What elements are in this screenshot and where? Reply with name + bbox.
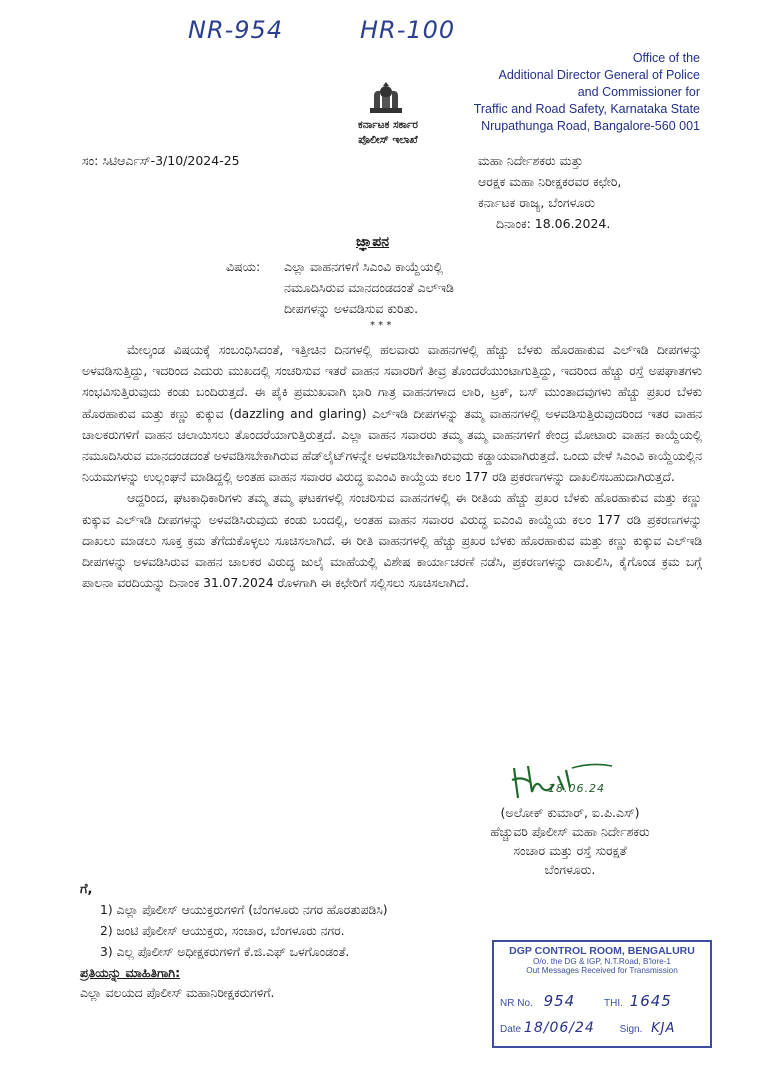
address-block <box>478 150 621 234</box>
stamp-sign-value: KJA <box>651 1021 676 1036</box>
recipient-item-2: 2) ಜಂಟಿ ಪೊಲೀಸ್ ಆಯುಕ್ತರು, ಸಂಚಾರ, ಬೆಂಗಳೂರು ನಗರ. <box>100 924 345 938</box>
stamp-line-1: DGP CONTROL ROOM, BENGALURU <box>509 945 695 957</box>
stamp-date-value: 18/06/24 <box>523 1020 595 1036</box>
memo-date <box>478 213 621 234</box>
recipient-item-1: 1) ಎಲ್ಲಾ ಪೊಲೀಸ್ ಆಯುಕ್ತರುಗಳಿಗೆ (ಬೆಂಗಳೂರು ನಗರ ಹೊರತುಪಡಿಸಿ) <box>100 903 388 917</box>
emblem-line-1: ಕರ್ನಾಟಕ ಸರ್ಕಾರ <box>358 119 418 131</box>
stamp-nr-row <box>500 992 672 1010</box>
address-line-3: ಕರ್ನಾಟಕ ರಾಜ್ಯ, ಬೆಂಗಳೂರು <box>478 195 596 210</box>
copy-to: ಎಲ್ಲಾ ವಲಯದ ಪೊಲೀಸ್ ಮಹಾನಿರೀಕ್ಷಕರುಗಳಿಗೆ. <box>80 986 275 1000</box>
signatory-designation-1: ಹೆಚ್ಚುವರಿ ಪೊಲೀಸ್ ಮಹಾ ನಿರ್ದೇಶಕರು <box>490 824 650 839</box>
received-stamp <box>492 940 712 1048</box>
signatory-designation-2: ಸಂಚಾರ ಮತ್ತು ರಸ್ತೆ ಸುರಕ್ಷತೆ <box>513 843 627 858</box>
stamp-thi-label: THI. <box>604 998 623 1009</box>
date-value: 18.06.2024. <box>534 216 611 231</box>
reference-number: ಸಂ: ಸಿಟಿಆರ್ಎಸ್-3/10/2024-25 <box>82 153 240 168</box>
stamp-date-row <box>500 1020 675 1036</box>
emblem-caption <box>318 118 458 148</box>
office-line-2: Additional Director General of Police <box>498 68 700 82</box>
stamp-thi-value: 1645 <box>629 992 672 1010</box>
subject-block <box>284 256 454 319</box>
signatory-designation-3: ಬೆಂಗಳೂರು. <box>544 862 596 877</box>
office-line-4: Traffic and Road Safety, Karnataka State <box>473 102 700 116</box>
state-emblem-icon <box>366 82 406 116</box>
to-label: ಗೆ, <box>80 882 93 897</box>
stamp-line-2: O/o. the DG & IGP, N.T.Road, B'lore-1 <box>533 957 671 966</box>
stamp-date-label: Date <box>500 1024 522 1035</box>
body-text <box>82 340 702 594</box>
office-line-1: Office of the <box>632 51 700 65</box>
recipient-list <box>100 900 388 963</box>
signatory-name: (ಅಲೋಕ್ ಕುಮಾರ್, ಐ.ಪಿ.ಎಸ್) <box>500 805 640 820</box>
stamp-nr-label: NR No. <box>500 998 533 1009</box>
stamp-sign-label: Sign. <box>619 1024 643 1035</box>
stamp-nr-value: 954 <box>543 992 576 1010</box>
subject-line-2: ನಮೂದಿಸಿರುವ ಮಾನದಂಡದಂತೆ ಎಲ್ಇಡಿ <box>284 280 454 295</box>
address-line-2: ಆರಕ್ಷಕ ಮಹಾ ನಿರೀಕ್ಷಕರವರ ಕಛೇರಿ, <box>478 174 622 189</box>
separator: * * * <box>370 320 392 331</box>
recipient-item-3: 3) ಎಲ್ಲ ಪೊಲೀಸ್ ಅಧೀಕ್ಷಕರುಗಳಿಗೆ ಕೆ.ಜಿ.ಎಫ್ ಒಳಗೊಂಡಂತೆ. <box>100 945 350 959</box>
office-line-3: and Commissioner for <box>577 85 700 99</box>
paragraph-1: ಮೇಲ್ಕಂಡ ವಿಷಯಕ್ಕೆ ಸಂಬಂಧಿಸಿದಂತೆ, ಇತ್ತೀಚಿನ ದಿನಗಳಲ್ಲಿ ಹಲವಾರು ವಾಹನಗಳಲ್ಲಿ ಹೆಚ್ಚು ಬೆಳಕು ಹೊರಹಾಕುವ ಎಲ್ಇಡಿ ದೀಪಗಳನ್ನು ಅಳವಡಿಸುತ್ತಿದ್ದು, ಇದರಿಂದ ಎದುರು ಮುಖದಲ್ಲಿ ಸಂಚರಿಸುವ ಇತರೆ ವಾಹನ ಸವಾರರಿಗೆ ತೀವ್ರ ತೊಂದರೆಯುಂಟಾಗುತ್ತಿದ್ದು, ಇದರಿಂದ ಹೆಚ್ಚು ರಸ್ತೆ ಅಪಘಾತಗಳು ಸಂಭವಿಸುತ್ತಿರುವುದು ಕಂಡು ಬಂದಿರುತ್ತದೆ. ಈ ಪೈಕಿ ಪ್ರಮುಖವಾಗಿ ಭಾರಿ ಗಾತ್ರ ವಾಹನಗಳಾದ ಲಾರಿ, ಟ್ರಕ್, ಬಸ್ ಮುಂತಾದವುಗಳು ಹೆಚ್ಚು ಪ್ರಖರ ಬೆಳಕು ಹೊರಹಾಕುವ ಮತ್ತು ಕಣ್ಣು ಕುಕ್ಕುವ (dazzling and glaring) ಎಲ್ಇಡಿ ದೀಪಗಳನ್ನು ತಮ್ಮ ವಾಹನಗಳಲ್ಲಿ ಅಳವಡಿಸುತ್ತಿರುವುದರಿಂದ ಇತರ ವಾಹನ ಚಾಲಕರುಗಳಿಗೆ ವಾಹನ ಚಲಾಯಿಸಲು ತೊಂದರೆಯಾಗುತ್ತಿರುತ್ತದೆ. ಎಲ್ಲಾ ವಾಹನ ಸವಾರರು ತಮ್ಮ ತಮ್ಮ ವಾಹನಗಳಿಗೆ ಕೇಂದ್ರ ಮೋಟಾರು ವಾಹನ ಕಾಯ್ದೆಯಲ್ಲಿ ನಮೂದಿಸಿರುವ ಮಾನದಂಡದಂತೆ ಅಳವಡಿಸಬೇಕಾಗಿರುವ ಹೆಡ್‌ಲೈಟ್‌ಗಳನ್ನೇ ಅಳವಡಿಸಬೇಕಾಗಿರುವುದು ಕಡ್ಡಾಯವಾಗಿರುತ್ತದೆ. ಒಂದು ವೇಳೆ ಸಿಎಂವಿ ಕಾಯ್ದೆಯಲ್ಲಿನ ನಿಯಮಗಳನ್ನು ಉಲ್ಲಂಘನೆ ಮಾಡಿದ್ದಲ್ಲಿ ಅಂತಹ ವಾಹನ ಸವಾರರ ವಿರುದ್ಧ ಐಎಂವಿ ಕಾಯ್ದೆಯ ಕಲಂ 177 ರಡಿ ಪ್ರಕರಣಗಳನ್ನು ದಾಖಲಿಸಬಹುದಾಗಿರುತ್ತದೆ. <box>82 343 702 485</box>
memo-title: ಜ್ಞಾಪನ <box>356 234 390 250</box>
signature-date: 18.06.24 <box>548 782 605 795</box>
office-header <box>440 50 700 135</box>
address-line-1: ಮಹಾ ನಿರ್ದೇಶಕರು ಮತ್ತು <box>478 153 584 168</box>
subject-line-3: ದೀಪಗಳನ್ನು ಅಳವಡಿಸುವ ಕುರಿತು. <box>284 301 419 316</box>
office-line-5: Nrupathunga Road, Bangalore-560 001 <box>481 119 700 133</box>
subject-line-1: ಎಲ್ಲಾ ವಾಹನಗಳಿಗೆ ಸಿಎಂವಿ ಕಾಯ್ದೆಯಲ್ಲಿ <box>284 259 443 274</box>
paragraph-2: ಆದ್ದರಿಂದ, ಘಟಕಾಧಿಕಾರಿಗಳು ತಮ್ಮ ತಮ್ಮ ಘಟಕಗಳಲ್ಲಿ ಸಂಚರಿಸುವ ವಾಹನಗಳಲ್ಲಿ ಈ ರೀತಿಯ ಹೆಚ್ಚು ಪ್ರಖರ ಬೆಳಕು ಹೊರಹಾಕುವ ಮತ್ತು ಕಣ್ಣು ಕುಕ್ಕುವ ಎಲ್ಇಡಿ ದೀಪಗಳನ್ನು ಅಳವಡಿಸಿರುವುದು ಕಂಡು ಬಂದಲ್ಲಿ, ಅಂತಹ ವಾಹನ ಸವಾರರ ವಿರುದ್ಧ ಐಎಂವಿ ಕಾಯ್ದೆಯ ಕಲಂ 177 ರಡಿ ಪ್ರಕರಣಗಳನ್ನು ದಾಖಲು ಮಾಡಲು ಸೂಕ್ತ ಕ್ರಮ ತೆಗೆದುಕೊಳ್ಳಲು ಸೂಚಿಸಲಾಗಿದೆ. ಈ ರೀತಿ ವಾಹನಗಳಲ್ಲಿ ಹೆಚ್ಚು ಪ್ರಖರ ಬೆಳಕು ಹೊರಹಾಕುವ ಮತ್ತು ಕಣ್ಣು ಕುಕ್ಕುವ ಎಲ್ಇಡಿ ದೀಪಗಳನ್ನು ಅಳವಡಿಸಿರುವ ವಾಹನ ಚಾಲಕರ ವಿರುದ್ಧ ಜುಲೈ ಮಾಹೆಯಲ್ಲಿ ವಿಶೇಷ ಕಾರ್ಯಾಚರಣೆ ನಡೆಸಿ, ಪ್ರಕರಣಗಳನ್ನು ದಾಖಲಿಸಿ, ಕೈಗೊಂಡ ಕ್ರಮ ಬಗ್ಗೆ ಪಾಲನಾ ವರದಿಯನ್ನು ದಿನಾಂಕ 31.07.2024 ರೊಳಗಾಗಿ ಈ ಕಛೇರಿಗೆ ಸಲ್ಲಿಸಲು ಸೂಚಿಸಲಾಗಿದೆ. <box>82 491 702 591</box>
copy-label: ಪ್ರತಿಯನ್ನು ಮಾಹಿತಿಗಾಗಿ: <box>80 965 181 980</box>
date-label: ದಿನಾಂಕ: <box>496 216 531 231</box>
handwritten-hr-number: HR-100 <box>360 16 456 44</box>
stamp-line-3: Out Messages Received for Transmission <box>526 966 678 975</box>
handwritten-nr-number: NR-954 <box>188 16 284 44</box>
subject-label: ವಿಷಯ: <box>226 259 261 274</box>
signature-block <box>420 803 720 879</box>
emblem-line-2: ಪೊಲೀಸ್ ಇಲಾಖೆ <box>358 134 418 146</box>
